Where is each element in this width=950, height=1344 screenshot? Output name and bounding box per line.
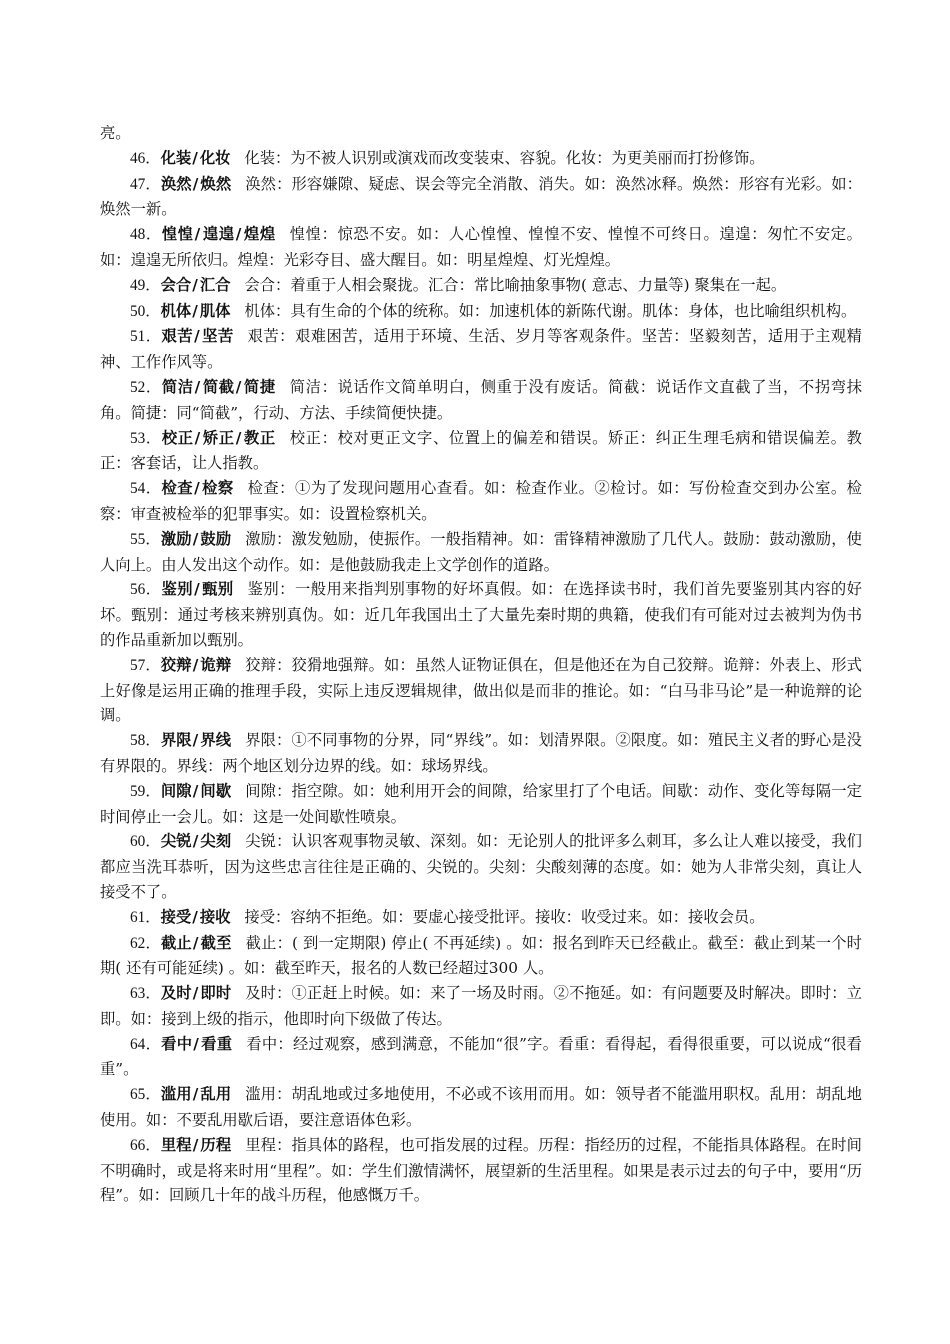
headword: 坚苦	[201, 327, 234, 346]
headword: 看重	[200, 1034, 233, 1053]
headword-separator: /	[192, 301, 198, 320]
entry-definition: 激励：激发勉励，使振作。一般指精神。如：雷锋精神激励了几代人。鼓励：鼓动激励，使人向上。由人发出这个动作。如：是他鼓励我走上文学创作的道路。	[100, 529, 862, 574]
entry-headwords	[161, 175, 231, 193]
entry-number: 54．	[130, 480, 162, 498]
headword: 肌体	[199, 301, 231, 320]
headword: 简截	[202, 377, 235, 396]
entry-number: 56．	[130, 581, 162, 599]
entry-number: 64．	[130, 1035, 162, 1053]
headword: 间歇	[200, 781, 232, 800]
headword: 截至	[200, 933, 232, 952]
entry-definition: 及时：①正赶上时候。如：来了一场及时雨。②不拖延。如：有问题要及时解决。即时：立即。如：接到上级的指示，他即时向下级做了传达。	[100, 984, 862, 1028]
entry-definition: 涣然：形容嫌隙、疑虑、误会等完全消散、消失。如：涣然冰释。焕然：形容有光彩。如：焕然一新。	[100, 174, 862, 219]
headword-separator: /	[192, 174, 199, 193]
headword: 尖刻	[200, 832, 232, 851]
entry-paragraph	[100, 931, 862, 982]
entry-headwords	[161, 302, 231, 320]
entry-number: 47．	[130, 175, 161, 193]
entry-definition: 间隙：指空隙。如：她利用开会的间隙，给家里打了个电话。间歇：动作、变化等每隔一定时间停止一会儿。如：这是一处间歇性喷泉。	[100, 781, 862, 826]
entry-paragraph	[100, 1082, 862, 1133]
entry-number: 62．	[130, 934, 161, 952]
entry-number: 57．	[130, 656, 161, 674]
entry-headwords	[162, 327, 234, 345]
entry-number: 65．	[130, 1086, 161, 1104]
headword-separator: /	[192, 832, 199, 851]
entry-headwords	[161, 782, 231, 800]
entry-paragraph	[100, 146, 862, 172]
headword: 检查	[161, 479, 194, 498]
entry-definition: 化装：为不被人识别或演戏而改变装束、容貌。化妆：为更美丽而打扮修饰。	[244, 148, 765, 167]
entry-headwords	[162, 378, 276, 396]
headword: 教正	[243, 428, 276, 447]
entry-list	[100, 146, 862, 1208]
headword: 化装	[160, 148, 192, 167]
headword: 乱用	[200, 1085, 232, 1104]
headword-separator: /	[192, 933, 199, 952]
entry-paragraph	[100, 577, 862, 652]
entry-paragraph	[100, 527, 862, 578]
entry-definition: 里程：指具体的路程，也可指发展的过程。历程：指经历的过程，不能指具体路程。在时间不明确时，或是将来时用“里程”。如：学生们激情满怀，展望新的生活里程。如果是表示过去的句子中，要用“历程”。如：回顾几十年的战斗历程，他感慨万千。	[100, 1135, 862, 1205]
entry-definition: 惶惶：惊恐不安。如：人心惶惶、惶惶不安、惶惶不可终日。遑遑：匆忙不安定。如：遑遑无所依归。煌煌：光彩夺目、盛大醒目。如：明星煌煌、灯光煌煌。	[100, 225, 862, 269]
entry-paragraph	[100, 1133, 862, 1208]
entry-paragraph	[100, 172, 862, 223]
entry-paragraph	[100, 426, 862, 477]
entry-headwords	[161, 984, 231, 1002]
headword-separator: /	[194, 327, 200, 346]
headword-separator: /	[192, 907, 198, 926]
headword: 界限	[160, 731, 192, 750]
headword: 接收	[199, 907, 231, 926]
entry-paragraph	[100, 728, 862, 779]
headword: 尖锐	[160, 832, 192, 851]
entry-definition: 艰苦：艰难困苦，适用于环境、生活、岁月等客观条件。坚苦：坚毅刻苦，适用于主观精神、工作作风等。	[100, 327, 862, 372]
entry-paragraph	[100, 222, 862, 273]
headword-separator: /	[192, 731, 199, 750]
entry-number: 58．	[130, 732, 161, 750]
entry-headwords	[162, 225, 276, 243]
headword: 简洁	[161, 377, 194, 396]
entry-headwords	[161, 832, 231, 850]
entry-definition: 滥用：胡乱地或过多地使用，不必或不该用而用。如：领导者不能滥用职权。乱用：胡乱地使用。如：不要乱用歇后语，要注意语体色彩。	[100, 1085, 862, 1130]
entry-number: 66．	[130, 1136, 161, 1154]
entry-paragraph	[100, 375, 862, 426]
entry-paragraph	[100, 653, 862, 728]
entry-definition: 狡辩：狡猾地强辩。如：虽然人证物证俱在，但是他还在为自己狡辩。诡辩：外表上、形式上好像是运用正确的推理手段，实际上违反逻辑规律，做出似是而非的推论。如：“白马非马论”是一种诡辩的论调。	[100, 655, 862, 725]
headword-separator: /	[192, 1085, 199, 1104]
entry-number: 46．	[130, 149, 161, 167]
entry-headwords	[161, 908, 231, 926]
entry-definition: 会合：着重于人相会聚拢。汇合：常比喻抽象事物( 意志、力量等) 聚集在一起。	[244, 275, 787, 294]
continuation-text: 亮。	[100, 124, 131, 142]
entry-number: 59．	[130, 782, 161, 800]
headword-separator: /	[235, 225, 242, 244]
entry-number: 48．	[130, 226, 162, 244]
headword-separator: /	[192, 655, 199, 674]
entry-paragraph	[100, 476, 862, 527]
entry-headwords	[161, 530, 231, 548]
entry-paragraph	[100, 324, 862, 375]
headword: 涣然	[160, 174, 192, 193]
document-page	[100, 121, 862, 1208]
headword: 界线	[200, 731, 232, 750]
headword: 艰苦	[161, 327, 194, 346]
headword: 遑遑	[202, 225, 235, 244]
entry-headwords	[161, 149, 231, 167]
headword: 鼓励	[200, 529, 232, 548]
entry-number: 49．	[130, 276, 161, 294]
entry-definition: 机体：具有生命的个体的统称。如：加速机体的新陈代谢。肌体：身体，也比喻组织机构。	[244, 301, 857, 320]
headword: 机体	[160, 301, 192, 320]
entry-definition: 尖锐：认识客观事物灵敏、深刻。如：无论别人的批评多么刺耳，多么让人难以接受，我们都应当洗耳恭听，因为这些忠言往往是正确的、尖锐的。尖刻：尖酸刻薄的态度。如：她为人非常尖刻，真让人接受不了。	[100, 832, 862, 901]
entry-number: 53．	[130, 429, 162, 447]
headword: 甄别	[201, 580, 234, 599]
entry-paragraph	[100, 829, 862, 904]
entry-headwords	[161, 1136, 231, 1154]
headword-separator: /	[194, 580, 200, 599]
headword: 即时	[200, 984, 232, 1003]
entry-paragraph	[100, 905, 862, 931]
entry-headwords	[162, 479, 234, 497]
headword-separator: /	[193, 1034, 199, 1053]
headword: 化妆	[199, 148, 231, 167]
entry-paragraph	[100, 273, 862, 299]
entry-headwords	[162, 580, 234, 598]
entry-number: 63．	[130, 985, 161, 1003]
headword: 间隙	[160, 781, 192, 800]
entry-number: 51．	[130, 328, 162, 346]
entry-definition: 校正：校对更正文字、位置上的偏差和错误。矫正：纠正生理毛病和错误偏差。教正：客套话，让人指教。	[100, 428, 862, 473]
entry-paragraph	[100, 299, 862, 325]
entry-headwords	[161, 731, 231, 749]
entry-definition: 鉴别：一般用来指判别事物的好坏真假。如：在选择读书时，我们首先要鉴别其内容的好坏。甄别：通过考核来辨别真伪。如：近几年我国出土了大量先秦时期的典籍，使我们有可能对过去被判为伪书的作品重新加以甄别。	[100, 580, 862, 649]
entry-definition: 简洁：说话作文简单明白，侧重于没有废话。简截：说话作文直截了当，不拐弯抹角。简捷：同“简截”，行动、方法、手续简便快捷。	[100, 377, 862, 422]
entry-number: 60．	[130, 833, 161, 851]
headword: 滥用	[160, 1085, 192, 1104]
entry-number: 50．	[130, 302, 161, 320]
entry-headwords	[161, 1085, 231, 1103]
entry-headwords	[161, 1035, 232, 1053]
entry-headwords	[162, 429, 276, 447]
entry-paragraph	[100, 779, 862, 830]
headword-separator: /	[194, 479, 200, 498]
headword: 矫正	[202, 428, 235, 447]
headword-separator: /	[192, 781, 199, 800]
headword: 焕然	[200, 174, 232, 193]
headword: 简捷	[243, 377, 276, 396]
headword-separator: /	[194, 428, 201, 447]
headword: 汇合	[199, 275, 231, 294]
headword: 惶惶	[161, 225, 194, 244]
headword: 激励	[160, 529, 192, 548]
headword: 及时	[160, 984, 192, 1003]
headword-separator: /	[192, 275, 198, 294]
headword: 接受	[160, 907, 192, 926]
headword: 校正	[161, 428, 194, 447]
headword: 会合	[160, 275, 192, 294]
entry-number: 55．	[130, 530, 161, 548]
entry-definition: 接受：容纳不拒绝。如：要虚心接受批评。接收：收受过来。如：接收会员。	[244, 907, 765, 926]
headword-separator: /	[235, 428, 242, 447]
headword-separator: /	[192, 1135, 199, 1154]
headword: 鉴别	[161, 580, 194, 599]
headword: 历程	[200, 1135, 232, 1154]
headword-separator: /	[235, 377, 242, 396]
headword: 狡辩	[160, 655, 192, 674]
entry-number: 61．	[130, 908, 161, 926]
entry-number: 52．	[130, 378, 162, 396]
headword: 检察	[201, 479, 234, 498]
headword-separator: /	[192, 529, 199, 548]
headword: 看中	[161, 1034, 193, 1053]
entry-headwords	[161, 934, 232, 952]
headword-separator: /	[192, 984, 199, 1003]
entry-definition: 看中：经过观察，感到满意，不能加“很”字。看重：看得起，看得很重要，可以说成“很看重”。	[100, 1034, 862, 1079]
entry-definition: 界限：①不同事物的分界，同“界线”。如：划清界限。②限度。如：殖民主义者的野心是没有界限的。界线：两个地区划分边界的线。如：球场界线。	[100, 731, 862, 775]
headword-separator: /	[192, 148, 198, 167]
headword: 截止	[160, 933, 192, 952]
entry-headwords	[161, 276, 231, 294]
headword: 煌煌	[243, 225, 276, 244]
entry-definition: 截止：( 到一定期限) 停止( 不再延续) 。如：报名到昨天已经截止。截至：截止到某一个时期( 还有可能延续) 。如：截至昨天，报名的人数已经超过300 人。	[100, 933, 862, 978]
headword-separator: /	[194, 377, 201, 396]
entry-paragraph	[100, 981, 862, 1032]
entry-paragraph	[100, 1032, 862, 1083]
entry-definition: 检查：①为了发现问题用心查看。如：检查作业。②检讨。如：写份检查交到办公室。检察：审查被检举的犯罪事实。如：设置检察机关。	[100, 479, 862, 523]
headword-separator: /	[194, 225, 201, 244]
headword: 里程	[160, 1135, 192, 1154]
entry-headwords	[161, 656, 231, 674]
headword: 诡辩	[200, 655, 232, 674]
